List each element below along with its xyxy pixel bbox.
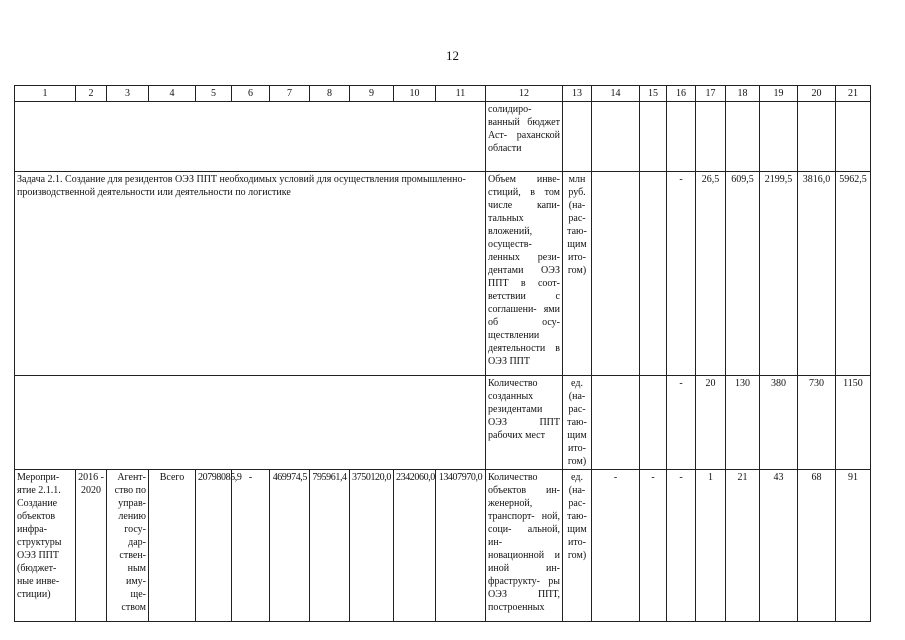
col-header-7: 7 — [270, 86, 310, 102]
empty-cell — [726, 102, 760, 172]
col-header-4: 4 — [149, 86, 196, 102]
value-cell: 13407970,0 — [436, 470, 486, 622]
measure-executor: Агент- ство по управ- лению госу- дар- ствен- ным иму- ще- ством — [107, 470, 149, 622]
value-cell: - — [667, 376, 696, 470]
col-header-2: 2 — [76, 86, 107, 102]
value-cell: 68 — [798, 470, 836, 622]
indicators-table — [14, 85, 871, 622]
indicator-cell: Количество объектов ин- женерной, транспорт- ной, соци- альной, ин- новационной и иной ин- фраструкту- ры ОЭЗ ППТ, построенных — [486, 470, 563, 622]
col-header-11: 11 — [436, 86, 486, 102]
value-cell: - — [232, 470, 270, 622]
indicator-cell: солидиро- ванный бюджет Аст- раханской области — [486, 102, 563, 172]
empty-cell — [640, 172, 667, 376]
value-cell: - — [667, 172, 696, 376]
measure-name: Меропри- ятие 2.1.1. Создание объектов инфра- структуры ОЭЗ ППТ (бюджет- ные инве- стиции) — [15, 470, 76, 622]
col-header-3: 3 — [107, 86, 149, 102]
indicator-cell: Объем инве- стиций, в том числе капи- тальных вложений, осуществ- ленных рези- дентами ОЭЗ ППТ в соот- ветствии с соглашени- ями об осу- ществлении деятельности в ОЭЗ ППТ — [486, 172, 563, 376]
empty-cell — [667, 102, 696, 172]
value-cell: 21 — [726, 470, 760, 622]
value-cell: - — [592, 470, 640, 622]
measure-years: 2016 - 2020 — [76, 470, 107, 622]
value-cell: 1 — [696, 470, 726, 622]
header-row — [15, 86, 871, 102]
col-header-10: 10 — [394, 86, 436, 102]
value-cell: 1150 — [836, 376, 871, 470]
table-row-residents — [15, 376, 871, 470]
col-header-20: 20 — [798, 86, 836, 102]
table-row-budget — [15, 102, 871, 172]
funding-source: Всего — [149, 470, 196, 622]
col-header-15: 15 — [640, 86, 667, 102]
value-cell: 2199,5 — [760, 172, 798, 376]
value-cell: 91 — [836, 470, 871, 622]
task-title: Задача 2.1. Создание для резидентов ОЭЗ ППТ необходимых условий для осуществления промышленно-производственной деятельности или деятельности по логистике — [15, 172, 486, 376]
col-header-5: 5 — [196, 86, 232, 102]
col-header-19: 19 — [760, 86, 798, 102]
table-row-measure — [15, 470, 871, 622]
col-header-13: 13 — [563, 86, 592, 102]
empty-cell — [563, 102, 592, 172]
col-header-1: 1 — [15, 86, 76, 102]
value-cell: 3750120,0 — [350, 470, 394, 622]
col-header-6: 6 — [232, 86, 270, 102]
value-cell: 20 — [696, 376, 726, 470]
value-cell: 3816,0 — [798, 172, 836, 376]
empty-cell — [640, 376, 667, 470]
col-header-16: 16 — [667, 86, 696, 102]
empty-span — [15, 376, 486, 470]
unit-cell: ед. (на- рас- таю- щим ито- гом) — [563, 376, 592, 470]
col-header-8: 8 — [310, 86, 350, 102]
value-cell: 730 — [798, 376, 836, 470]
unit-cell: ед. (на- рас- таю- щим ито- гом) — [563, 470, 592, 622]
empty-cell — [592, 376, 640, 470]
col-header-18: 18 — [726, 86, 760, 102]
value-cell: 380 — [760, 376, 798, 470]
table-row-task — [15, 172, 871, 376]
page-number: 12 — [446, 48, 459, 63]
empty-cell — [760, 102, 798, 172]
empty-cell — [696, 102, 726, 172]
value-cell: 609,5 — [726, 172, 760, 376]
value-cell: - — [667, 470, 696, 622]
unit-cell: млн руб. (на- рас- таю- щим ито- гом) — [563, 172, 592, 376]
empty-cell — [798, 102, 836, 172]
col-header-9: 9 — [350, 86, 394, 102]
value-cell: 2342060,0 — [394, 470, 436, 622]
col-header-17: 17 — [696, 86, 726, 102]
col-header-12: 12 — [486, 86, 563, 102]
col-header-14: 14 — [592, 86, 640, 102]
empty-cell — [640, 102, 667, 172]
value-cell: 130 — [726, 376, 760, 470]
value-cell: 469974,5 — [270, 470, 310, 622]
indicator-cell: Количество созданных резидентами ОЭЗ ППТ рабочих мест — [486, 376, 563, 470]
empty-cell — [836, 102, 871, 172]
value-cell: 20798085,9 — [196, 470, 232, 622]
value-cell: - — [640, 470, 667, 622]
empty-span — [15, 102, 486, 172]
value-cell: 795961,4 — [310, 470, 350, 622]
empty-cell — [592, 172, 640, 376]
col-header-21: 21 — [836, 86, 871, 102]
value-cell: 5962,5 — [836, 172, 871, 376]
value-cell: 26,5 — [696, 172, 726, 376]
empty-cell — [592, 102, 640, 172]
value-cell: 43 — [760, 470, 798, 622]
